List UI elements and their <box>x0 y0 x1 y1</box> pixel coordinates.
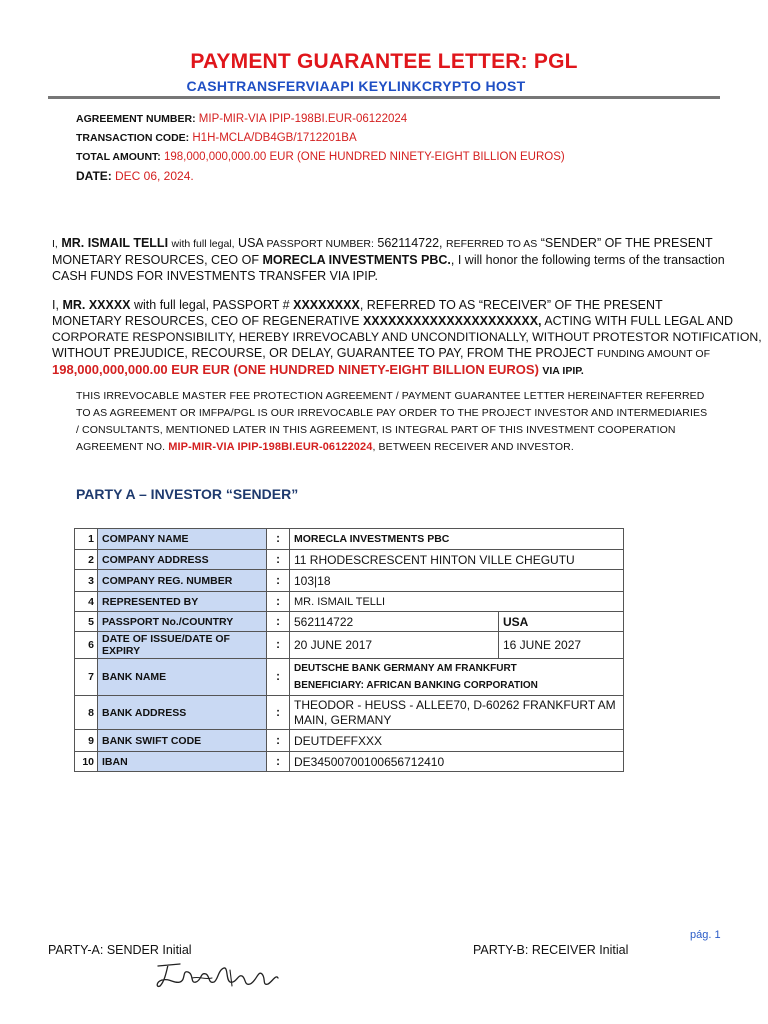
total-amount-label: TOTAL AMOUNT: <box>76 151 161 163</box>
bank-address-value: THEODOR - HEUSS - ALLEE70, D-60262 FRANKFURT AM <box>294 697 616 712</box>
bank-address-line2: MAIN, GERMANY <box>294 712 392 727</box>
company-reg-value: 103|18 <box>290 570 624 592</box>
party-a-heading: PARTY A – INVESTOR “SENDER” <box>76 486 299 502</box>
document-title: PAYMENT GUARANTEE LETTER: PGL <box>190 50 578 73</box>
transaction-code-value: H1H-MCLA/DB4GB/1712201BA <box>192 132 357 144</box>
table-row: 4 REPRESENTED BY : MR. ISMAIL TELLI <box>75 592 624 612</box>
bank-address-cell <box>290 696 624 730</box>
receiver-initial-label: PARTY-B: RECEIVER Initial <box>473 943 629 957</box>
document-subtitle: CASHTRANSFERVIAAPI KEYLINKCRYPTO HOST <box>186 78 526 94</box>
table-row: 8 BANK ADDRESS : THEODOR - HEUSS - ALLEE70, D-60262 FRANKFURT AM MAIN, GERMANY <box>75 696 624 730</box>
row-label: BANK ADDRESS <box>98 696 267 730</box>
row-label: BANK SWIFT CODE <box>98 730 267 752</box>
agreement-number-line <box>76 113 407 125</box>
table-row: 1 COMPANY NAME : MORECLA INVESTMENTS PBC <box>75 529 624 550</box>
sender-initial-label: PARTY-A: SENDER Initial <box>48 943 192 957</box>
page-number: pág. 1 <box>690 929 721 941</box>
expiry-date-value: 16 JUNE 2027 <box>499 632 624 659</box>
receiver-name: MR. XXXXX <box>62 298 131 312</box>
iban-value: DE34500700100656712410 <box>290 752 624 772</box>
row-label: REPRESENTED BY <box>98 592 267 612</box>
total-amount-value: 198,000,000,000.00 EUR (ONE HUNDRED NINETY-EIGHT BILLION EUROS) <box>163 151 565 163</box>
bank-name-cell <box>290 659 624 696</box>
table-row: 7 BANK NAME : DEUTSCHE BANK GERMANY AM FRANKFURT BENEFICIARY: AFRICAN BANKING CORPORATION <box>75 659 624 696</box>
receiver-passport: XXXXXXXX <box>293 298 360 312</box>
sender-name: MR. ISMAIL TELLI <box>61 236 169 250</box>
table-row: 9 BANK SWIFT CODE : DEUTDEFFXXX <box>75 730 624 752</box>
row-label: COMPANY ADDRESS <box>98 550 267 570</box>
agreement-number-label: AGREEMENT NUMBER: <box>76 113 196 125</box>
header-divider <box>48 96 720 99</box>
date-value: DEC 06, 2024. <box>114 169 194 183</box>
sender-company: MORECLA INVESTMENTS PBC. <box>262 253 451 267</box>
company-name-value: MORECLA INVESTMENTS PBC <box>290 529 624 550</box>
company-address-value: 11 RHODESCRESCENT HINTON VILLE CHEGUTU <box>290 550 624 570</box>
receiver-paragraph: I, MR. XXXXX with full legal, PASSPORT # XXXXXXXX, REFERRED TO AS “RECEIVER” OF THE PRESENT MONETARY RESOURCES, CEO OF REGENERATIVE XXXXXXXXXXXXXXXXXXXXX, ACTING WITH FULL LEGAL AND CORPORATE RESPONSIBILITY, HEREBY IRREVOCABLY AND UNCONDITIONALLY, WITHOUT PROTESTOR NOTIFICATION, WITHOUT PREJUDICE, RECOURSE, OR DELAY, GUARANTEE TO PAY, FROM THE PROJECT FUNDING AMOUNT OF 198,000,000,000.00 EUR EUR (ONE HUNDRED NINETY-EIGHT BILLION EUROS) VIA IPIP. <box>52 298 762 377</box>
date-label: DATE: <box>76 169 112 183</box>
row-label: PASSPORT No./COUNTRY <box>98 612 267 632</box>
agreement-number-value: MIP-MIR-VIA IPIP-198BI.EUR-06122024 <box>198 113 408 125</box>
receiver-company: XXXXXXXXXXXXXXXXXXXXX, <box>362 314 542 328</box>
row-label: COMPANY NAME <box>98 529 267 550</box>
issue-date-value: 20 JUNE 2017 <box>290 632 499 659</box>
table-row: 3 COMPANY REG. NUMBER : 103|18 <box>75 570 624 592</box>
transaction-code-line <box>76 132 357 144</box>
represented-by-value: MR. ISMAIL TELLI <box>290 592 624 612</box>
transaction-code-label: TRANSACTION CODE: <box>76 132 190 144</box>
table-row: 2 COMPANY ADDRESS : 11 RHODESCRESCENT HINTON VILLE CHEGUTU <box>75 550 624 570</box>
sender-passport: 562114722 <box>377 236 440 250</box>
row-label: DATE OF ISSUE/DATE OF EXPIRY <box>98 632 267 659</box>
master-agreement-paragraph: THIS IRREVOCABLE MASTER FEE PROTECTION AGREEMENT / PAYMENT GUARANTEE LETTER HEREINAFTER REFERRED TO AS AGREEMENT OR IMFPA/PGL IS OUR IRREVOCABLE PAY ORDER TO THE PROJECT INVESTOR AND INTERMEDIARIES / CONSULTANTS, MENTIONED LATER IN THIS AGREEMENT, IS INTEGRAL PART OF THIS INVESTMENT COOPERATION AGREEMENT NO. MIP-MIR-VIA IPIP-198BI.EUR-06122024, BETWEEN RECEIVER AND INVESTOR. <box>76 390 708 453</box>
bank-name-value: DEUTSCHE BANK GERMANY AM FRANKFURT <box>294 663 517 674</box>
sender-signature <box>152 956 284 992</box>
row-label: COMPANY REG. NUMBER <box>98 570 267 592</box>
table-row: 6 DATE OF ISSUE/DATE OF EXPIRY : 20 JUNE 2017 16 JUNE 2027 <box>75 632 624 659</box>
master-agreement-number: MIP-MIR-VIA IPIP-198BI.EUR-06122024 <box>168 441 373 453</box>
total-amount-line <box>76 151 565 163</box>
swift-code-value: DEUTDEFFXXX <box>290 730 624 752</box>
country-value: USA <box>499 612 624 632</box>
row-label: BANK NAME <box>98 659 267 696</box>
sender-paragraph: I, MR. ISMAIL TELLI with full legal, USA PASSPORT NUMBER: 562114722, REFERRED TO AS “SENDER” OF THE PRESENT MONETARY RESOURCES, CEO OF MORECLA INVESTMENTS PBC., I will honor the following terms of the transaction CASH FUNDS FOR INVESTMENTS TRANSFER VIA IPIP. <box>52 236 725 283</box>
table-row: 10 IBAN : DE34500700100656712410 <box>75 752 624 772</box>
passport-value: 562114722 <box>290 612 499 632</box>
beneficiary-value: BENEFICIARY: AFRICAN BANKING CORPORATION <box>294 680 538 691</box>
date-line <box>76 169 194 183</box>
row-label: IBAN <box>98 752 267 772</box>
party-a-table <box>74 528 624 772</box>
table-row: 5 PASSPORT No./COUNTRY : 562114722 USA <box>75 612 624 632</box>
receiver-amount: 198,000,000,000.00 EUR EUR (ONE HUNDRED NINETY-EIGHT BILLION EUROS) <box>52 362 539 377</box>
